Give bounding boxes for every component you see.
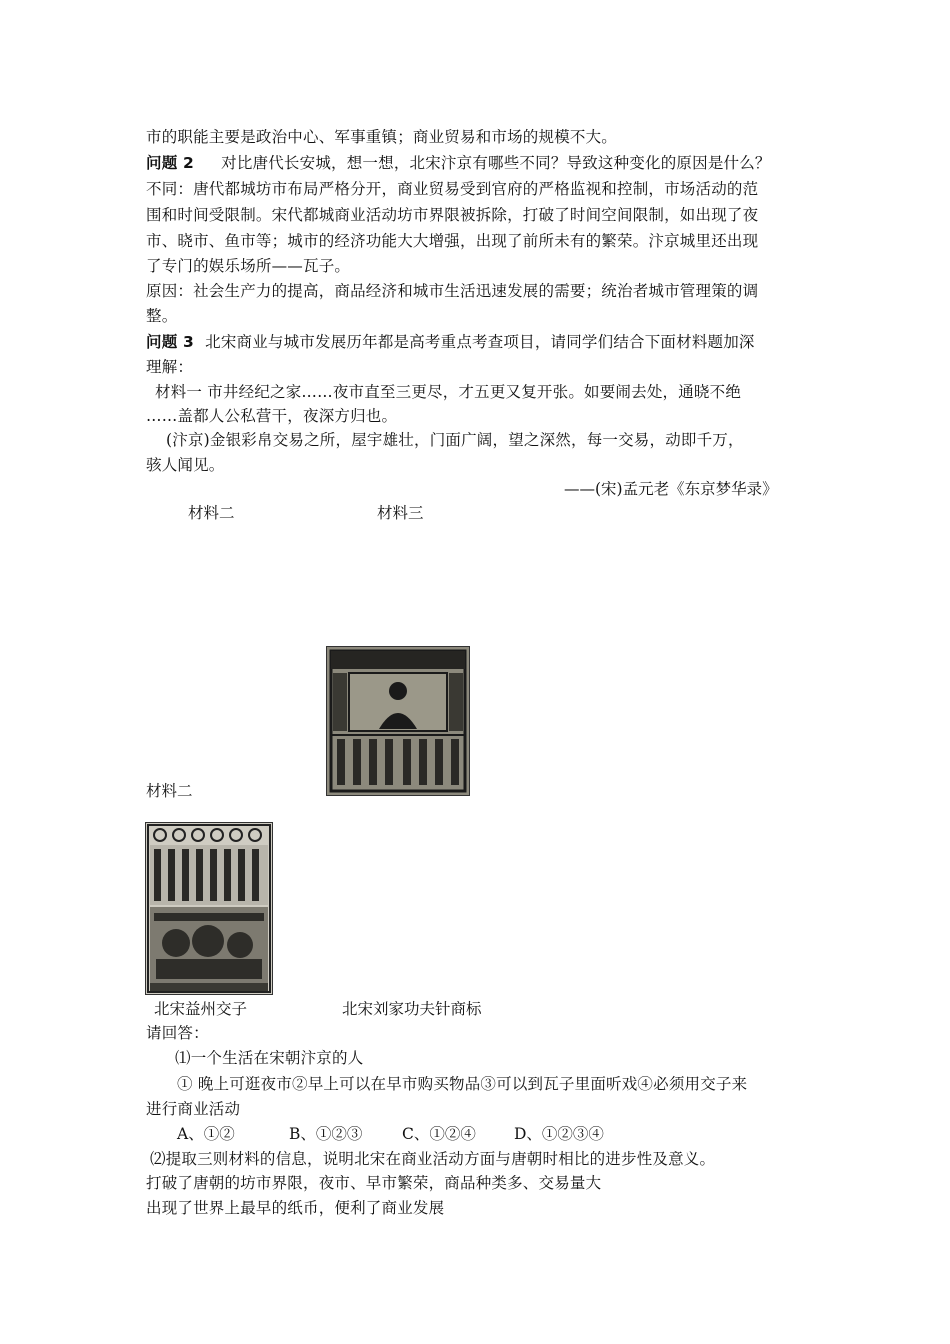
option-a: A、①② — [177, 1125, 235, 1143]
text-line: 请回答： — [146, 1024, 209, 1042]
question-text: 对比唐代长安城，想一想，北宋汴京有哪些不同？导致这种变化的原因是什么？ — [221, 154, 771, 172]
text-line: 了专门的娱乐场所——瓦子。 — [146, 257, 351, 275]
caption-trademark: 北宋刘家功夫针商标 — [342, 1000, 482, 1018]
text-line: (汴京)金银彩帛交易之所，屋宇雄壮，门面广阔，望之深然，每一交易，动即千万， — [166, 431, 744, 449]
option-b: B、①②③ — [289, 1125, 363, 1143]
question-text: 北宋商业与城市发展历年都是高考重点考查项目，请同学们结合下面材料题加深 — [205, 333, 755, 351]
question-2 — [146, 153, 771, 173]
source-citation: ——(宋)孟元老《东京梦华录》 — [564, 480, 778, 498]
question-label: 问题 3 — [146, 333, 194, 351]
text-line: 整。 — [146, 307, 178, 325]
question-label: 问题 2 — [146, 154, 194, 172]
material-3-heading: 材料三 — [377, 504, 424, 522]
jiaozi-banknote-image — [145, 822, 273, 995]
text-line: 原因：社会生产力的提高，商品经济和城市生活迅速发展的需要；统治者城市管理策的调 — [146, 282, 759, 300]
option-c: C、①②④ — [402, 1125, 476, 1143]
material-2-heading: 材料二 — [188, 504, 235, 522]
text-line: 进行商业活动 — [146, 1100, 241, 1118]
question-3 — [146, 332, 755, 352]
text-line: ……盖都人公私营干，夜深方归也。 — [146, 407, 398, 425]
trademark-image — [326, 646, 470, 796]
answer-line: 出现了世界上最早的纸币，便利了商业发展 — [146, 1199, 445, 1217]
text-line: 理解： — [146, 358, 194, 376]
text-line: ⑴一个生活在宋朝汴京的人 — [175, 1049, 364, 1067]
answer-line: 打破了唐朝的坊市界限，夜市、早市繁荣，商品种类多、交易量大 — [146, 1174, 602, 1192]
material-2-side-label: 材料二 — [146, 782, 193, 800]
text-line: 骇人闻见。 — [146, 456, 225, 474]
text-line: 材料一 市井经纪之家……夜市直至三更尽，才五更又复开张。如要闹去处，通晓不绝 — [155, 383, 742, 401]
text-line: 围和时间受限制。宋代都城商业活动坊市界限被拆除，打破了时间空间限制，如出现了夜 — [146, 206, 759, 224]
option-d: D、①②③④ — [514, 1125, 604, 1143]
text-line: ⑵提取三则材料的信息，说明北宋在商业活动方面与唐朝时相比的进步性及意义。 — [150, 1150, 716, 1168]
caption-jiaozi: 北宋益州交子 — [154, 1000, 248, 1018]
text-line: ① 晚上可逛夜市②早上可以在早市购买物品③可以到瓦子里面听戏④必须用交子来 — [177, 1075, 748, 1093]
text-line: 市的职能主要是政治中心、军事重镇；商业贸易和市场的规模不大。 — [146, 128, 618, 146]
text-line: 不同：唐代都城坊市布局严格分开，商业贸易受到官府的严格监视和控制，市场活动的范 — [146, 180, 759, 198]
text-line: 市、晓市、鱼市等；城市的经济功能大大增强，出现了前所未有的繁荣。汴京城里还出现 — [146, 232, 759, 250]
